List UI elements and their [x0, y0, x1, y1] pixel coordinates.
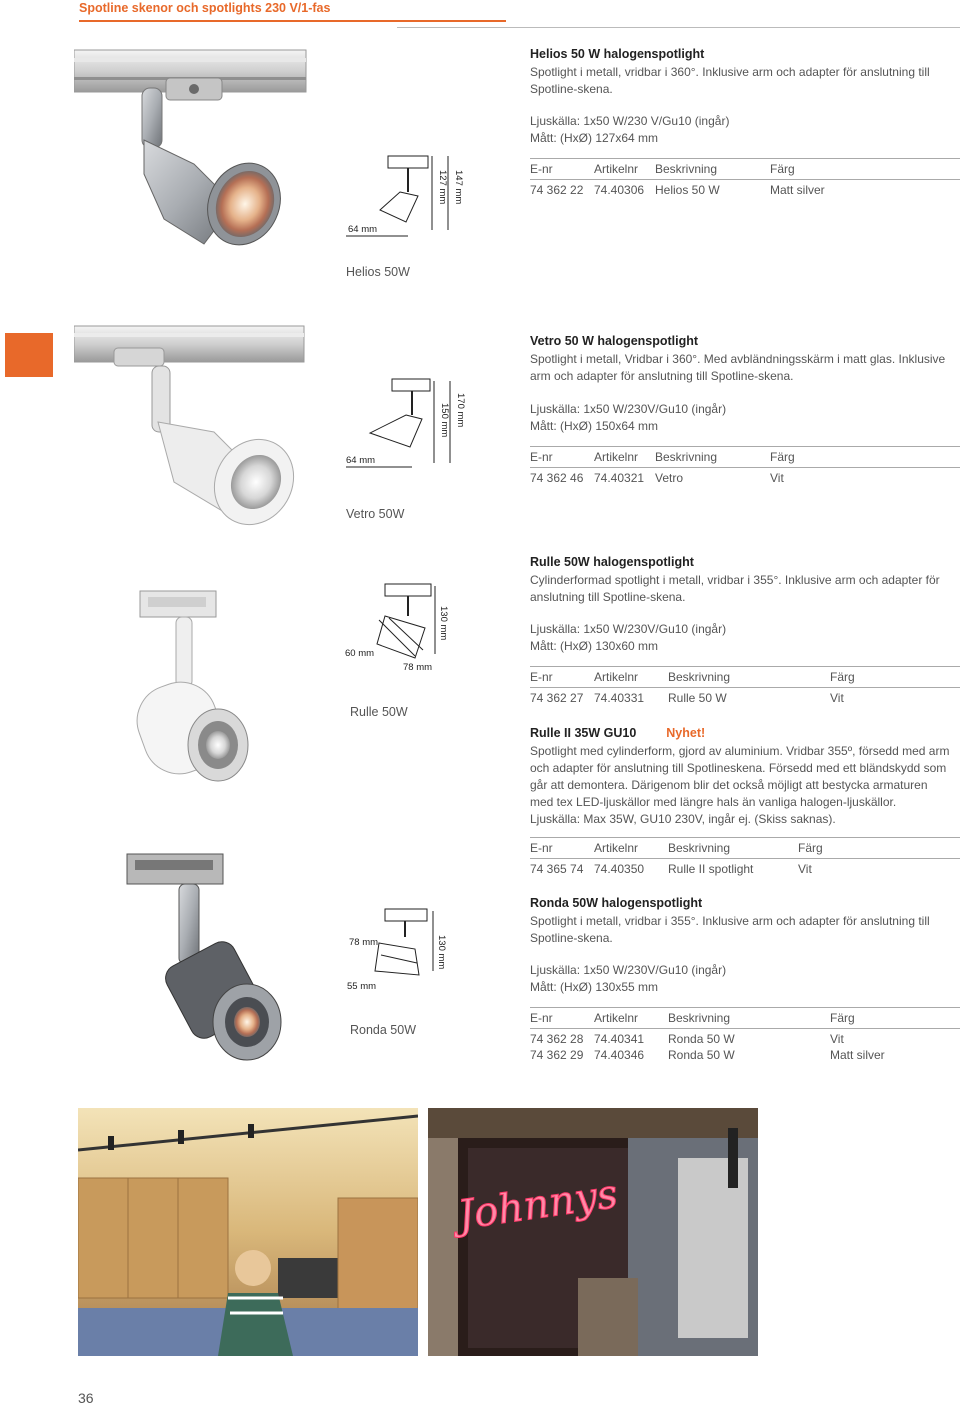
table-row: 74 362 46 74.40321 Vetro Vit	[530, 471, 784, 485]
helios-product-image	[74, 44, 308, 258]
ronda-desc-line1: Spotlight i metall, vridbar i 355°. Inklusive arm och adapter för anslutning till	[530, 914, 930, 928]
rulle-dimension-sketch	[345, 580, 460, 675]
helios-dim-h2: 147 mm	[453, 170, 464, 205]
ronda-product-name: Ronda 50W halogenspotlight	[530, 896, 703, 910]
vetro-spec-light: Ljuskälla: 1x50 W/230V/Gu10 (ingår)	[530, 402, 727, 416]
rulle2-desc-line4: med tex LED-ljuskällor med längre hals än vanliga halogen-ljuskällor.	[530, 795, 897, 809]
vetro-caption: Vetro 50W	[346, 507, 405, 521]
rulle2-desc-line2: och adapter för anslutning till Spotlineskena. Försedd med ett bländskydd som	[530, 761, 947, 775]
rulle-spec-size: Mått: (HxØ) 130x60 mm	[530, 639, 659, 653]
table-header-row: E-nr Artikelnr Beskrivning Färg	[530, 670, 855, 684]
vetro-dimension-sketch	[340, 375, 470, 475]
ronda-dim-height: 130 mm	[436, 935, 447, 970]
vetro-dim-h2: 170 mm	[455, 393, 466, 428]
vetro-desc-line2: arm och adapter för anslutning till Spotline-skena.	[530, 369, 794, 383]
rulle-desc-line1: Cylinderformad spotlight i metall, vridbar i 355°. Inklusive arm och adapter för	[530, 573, 940, 587]
helios-desc-line1: Spotlight i metall, vridbar i 360°. Inklusive arm och adapter för anslutning till	[530, 65, 930, 79]
table-header-row: E-nr Artikelnr Beskrivning Färg	[530, 1011, 855, 1025]
table-row: 74 362 27 74.40331 Rulle 50 W Vit	[530, 691, 844, 705]
helios-dim-width: 64 mm	[348, 224, 378, 235]
ronda-article-table	[530, 1007, 960, 1061]
table-header-row: E-nr Artikelnr Beskrivning Färg	[530, 162, 795, 176]
ronda-desc-line2: Spotline-skena.	[530, 931, 613, 945]
page-number: 36	[78, 1390, 94, 1405]
rulle-product-name: Rulle 50W halogenspotlight	[530, 555, 694, 569]
ronda-spec-light: Ljuskälla: 1x50 W/230V/Gu10 (ingår)	[530, 963, 727, 977]
page-header-title: Spotline skenor och spotlights 230 V/1-fas	[79, 1, 331, 15]
vetro-desc-line1: Spotlight i metall, Vridbar i 360°. Med avbländningsskärm i matt glas. Inklusive	[530, 352, 946, 366]
vetro-dim-width: 64 mm	[346, 455, 376, 466]
rulle-article-table	[530, 666, 960, 708]
vetro-product-image	[74, 322, 308, 536]
ronda-dim-length: 78 mm	[349, 937, 379, 948]
ronda-dimension-sketch	[345, 905, 460, 995]
rulle2-desc-line1: Spotlight med cylinderform, gjord av aluminium. Vridbar 355º, försedd med arm	[530, 744, 950, 758]
vetro-article-table	[530, 446, 960, 488]
table-row: 74 362 28 74.40341 Ronda 50 W Vit	[530, 1032, 844, 1046]
rulle-dim-width: 60 mm	[345, 648, 375, 659]
ronda-dim-width: 55 mm	[347, 981, 377, 992]
shop-neon-photo	[428, 1108, 758, 1356]
table-header-row: E-nr Artikelnr Beskrivning Färg	[530, 841, 823, 855]
ronda-spec-size: Mått: (HxØ) 130x55 mm	[530, 980, 659, 994]
vetro-spec-size: Mått: (HxØ) 150x64 mm	[530, 419, 659, 433]
vetro-product-name: Vetro 50 W halogenspotlight	[530, 334, 699, 348]
helios-desc-line2: Spotline-skena.	[530, 82, 613, 96]
rulle-caption: Rulle 50W	[350, 705, 408, 719]
rulle-dim-length: 78 mm	[403, 662, 433, 673]
rulle2-product-name: Rulle II 35W GU10 Nyhet!	[530, 726, 706, 740]
table-row: 74 362 29 74.40346 Ronda 50 W Matt silver	[530, 1048, 885, 1062]
new-badge: Nyhet!	[666, 726, 706, 740]
vetro-dim-h1: 150 mm	[439, 403, 450, 438]
table-row: 74 365 74 74.40350 Rulle II spotlight Vit	[530, 862, 812, 876]
ronda-caption: Ronda 50W	[350, 1023, 417, 1037]
rulle2-desc-line5: Ljuskälla: Max 35W, GU10 230V, ingår ej. (Skiss saknas).	[530, 812, 836, 826]
helios-caption: Helios 50W	[346, 265, 410, 279]
rulle2-desc-line3: går att demontera. Därigenom blir det också möjligt att bestycka armaturen	[530, 778, 928, 792]
helios-dim-h1: 127 mm	[437, 170, 448, 205]
rulle-product-image	[108, 585, 278, 805]
rulle2-article-table	[530, 837, 960, 879]
neon-sign-text: Johnnys	[455, 1171, 621, 1239]
helios-product-name: Helios 50 W halogenspotlight	[530, 47, 705, 61]
section-tab-marker	[5, 333, 53, 377]
ronda-product-image	[125, 850, 295, 1065]
kitchen-photo	[78, 1108, 418, 1356]
helios-article-table	[530, 158, 960, 200]
header-accent-rule	[79, 20, 506, 22]
helios-dimension-sketch	[340, 150, 470, 250]
header-divider-rule	[397, 27, 960, 28]
helios-spec-size: Mått: (HxØ) 127x64 mm	[530, 131, 659, 145]
rulle-dim-height: 130 mm	[438, 606, 449, 641]
rulle-spec-light: Ljuskälla: 1x50 W/230V/Gu10 (ingår)	[530, 622, 727, 636]
rulle-desc-line2: anslutning till Spotline-skena.	[530, 590, 686, 604]
helios-spec-light: Ljuskälla: 1x50 W/230 V/Gu10 (ingår)	[530, 114, 730, 128]
table-row: 74 362 22 74.40306 Helios 50 W Matt silver	[530, 183, 825, 197]
table-header-row: E-nr Artikelnr Beskrivning Färg	[530, 450, 795, 464]
